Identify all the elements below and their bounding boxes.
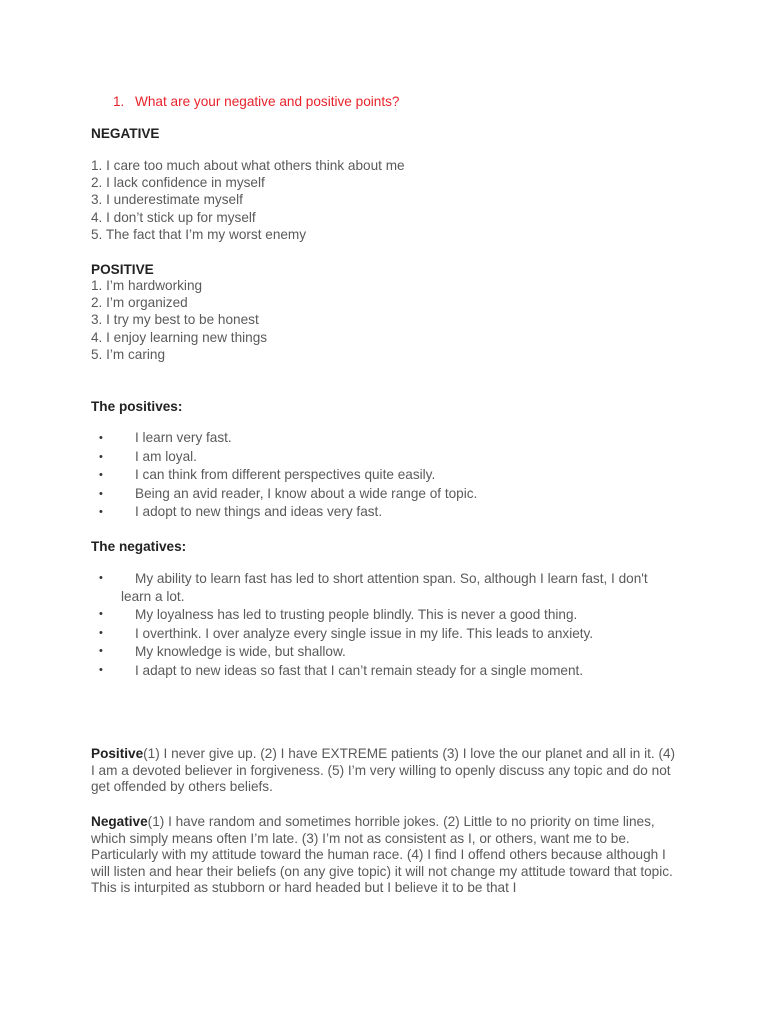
positive-heading: POSITIVE — [91, 262, 154, 277]
the-negatives-heading: The negatives: — [91, 539, 187, 554]
list-item: 1. I care too much about what others think about me — [91, 158, 405, 173]
negative-list — [91, 157, 405, 243]
bullet-text: Being an avid reader, I know about a wide range of topic. — [135, 485, 478, 501]
positive-list — [91, 277, 267, 363]
bullet-item — [91, 448, 691, 467]
bullet-text: My knowledge is wide, but shallow. — [135, 644, 346, 659]
question-text: What are your negative and positive points? — [135, 94, 400, 109]
bullet-item — [91, 429, 691, 448]
negative-paragraph-text: (1) I have random and sometimes horrible jokes. (2) Little to no priority on time lines, which simply means often I’m late. (3) I’m not as consistent as I, or others, want me to be. Particularly with my attitude toward the human race. (4) I find I offend others because although I will listen and hear their beliefs (on any give topic) it will not change my attitude toward that topic. This is inturpited as stubborn or hard headed but I believe it to be that I — [91, 814, 673, 896]
list-item: 3. I try my best to be honest — [91, 312, 259, 328]
list-item: 4. I don’t stick up for myself — [91, 209, 256, 225]
bullet-icon: • — [99, 506, 103, 518]
bullet-item — [91, 485, 691, 504]
negative-heading: NEGATIVE — [91, 126, 160, 141]
negative-paragraph — [91, 814, 681, 897]
bullet-item — [91, 570, 651, 605]
list-item: 4. I enjoy learning new things — [91, 329, 268, 345]
bullet-text: My loyalness has led to trusting people blindly. This is never a good thing. — [135, 607, 578, 622]
positive-paragraph-text: (1) I never give up. (2) I have EXTREME patients (3) I love the our planet and all in it. (4) I am a devoted believer in forgiveness. (5) I’m very willing to openly discuss any topic and do not get offended by others beliefs. — [91, 746, 676, 795]
bullet-item — [91, 662, 651, 680]
positive-paragraph — [91, 746, 681, 796]
bullet-icon: • — [99, 626, 103, 639]
bullet-icon: • — [99, 469, 103, 481]
question-number: 1. — [113, 94, 125, 109]
bullet-text: I adapt to new ideas so fast that I can’t remain steady for a single moment. — [135, 662, 584, 678]
bullet-icon: • — [99, 663, 103, 676]
bullet-item — [91, 625, 651, 643]
bullet-icon: • — [99, 450, 103, 463]
bullet-text: I adopt to new things and ideas very fast. — [135, 504, 383, 519]
list-item: 2. I’m organized — [91, 295, 188, 311]
list-item: 5. The fact that I’m my worst enemy — [91, 226, 307, 242]
list-item: 1. I’m hardworking — [91, 278, 203, 293]
list-item: 3. I underestimate myself — [91, 192, 243, 208]
bullet-icon: • — [99, 432, 103, 444]
bullet-text: I learn very fast. — [135, 430, 232, 445]
list-item: 5. I’m caring — [91, 346, 166, 362]
bullet-text: I can think from different perspectives quite easily. — [135, 467, 436, 482]
bullet-item — [91, 643, 651, 661]
bullet-text: My ability to learn fast has led to short attention span. So, although I learn fast, I don't learn a lot. — [121, 571, 648, 604]
bullet-icon: • — [99, 572, 103, 584]
bullet-item — [91, 503, 691, 522]
bullet-item — [91, 466, 691, 485]
the-negatives-list — [91, 570, 651, 679]
question-line — [113, 93, 399, 110]
the-positives-list — [91, 429, 691, 522]
list-item: 2. I lack confidence in myself — [91, 175, 265, 191]
bullet-item — [91, 606, 651, 624]
bullet-text: I overthink. I over analyze every single issue in my life. This leads to anxiety. — [135, 625, 594, 641]
bullet-icon: • — [99, 487, 103, 500]
bullet-icon: • — [99, 645, 103, 657]
the-positives-heading: The positives: — [91, 399, 183, 414]
bullet-text: I am loyal. — [135, 448, 197, 464]
negative-paragraph-lead: Negative — [91, 814, 148, 829]
positive-paragraph-lead: Positive — [91, 746, 144, 761]
bullet-icon: • — [99, 608, 103, 620]
